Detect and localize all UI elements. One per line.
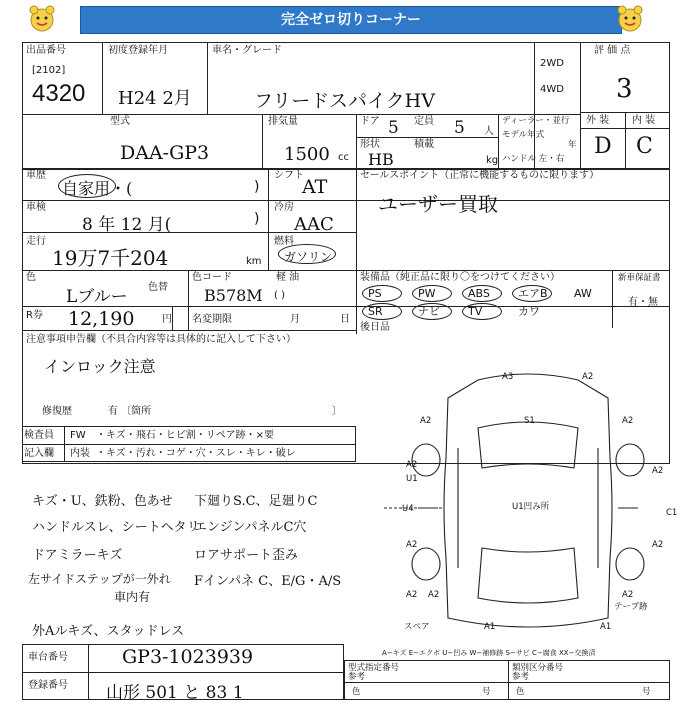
- sales-label: セールスポイント（正常に機能するものに限ります）: [360, 170, 600, 181]
- mascot-icon: [614, 3, 646, 35]
- lot-label: 出品番号: [26, 45, 66, 56]
- dmg-label: C1: [666, 508, 678, 518]
- equipment-label: 装備品（純正品に限り〇をつけてください）: [360, 272, 560, 283]
- color-change-label: 色替: [148, 282, 168, 293]
- remark-6: 外Aルキズ、スタッドレス: [32, 624, 185, 639]
- doors-value: 5: [388, 118, 399, 138]
- circle-mark: [362, 285, 402, 302]
- circle-mark: [58, 174, 116, 198]
- interior-label: 内 装: [632, 115, 656, 126]
- recycle-label: R券: [26, 310, 43, 321]
- load-unit: kg: [486, 155, 499, 166]
- class-code-sub: 参考: [512, 672, 530, 682]
- interior-head: 内装: [70, 448, 90, 459]
- color-label: 色: [26, 272, 36, 283]
- mileage-label: 走行: [26, 236, 46, 247]
- type-desig-sub: 参考: [348, 672, 366, 682]
- fw-row: ・キズ・飛石・ヒビ割・リペア跡・×要: [96, 430, 274, 441]
- remark-2: ハンドルスレ、シートヘタリ: [32, 520, 200, 535]
- vehicle-value: 自家用・(: [62, 179, 133, 198]
- equipment-item: SR: [368, 305, 383, 318]
- dmg-label: A2: [406, 540, 418, 550]
- type-desig-label: 型式指定番号: [348, 663, 400, 673]
- lot-number: 4320: [32, 80, 86, 107]
- inspection-value: 8 年 12 月(: [82, 215, 172, 235]
- inspection-label: 車検: [26, 202, 46, 213]
- exterior-label: 外 装: [586, 115, 610, 126]
- dmg-label: テープ跡: [614, 602, 648, 612]
- grade-label: 評 価 点: [594, 45, 631, 56]
- dmg-label: A2: [652, 540, 664, 550]
- equipment-item: ABS: [468, 287, 490, 300]
- handle-label: ハンドル 左・右: [502, 154, 565, 164]
- displacement-unit: cc: [338, 152, 349, 163]
- equipment-item: エアB: [518, 287, 548, 300]
- dmg-label: A3: [502, 372, 514, 382]
- mileage-unit: km: [246, 256, 262, 267]
- fuel-paren: ( ): [274, 290, 285, 301]
- capacity-value: 5: [454, 118, 465, 138]
- circle-mark: [462, 303, 502, 320]
- shape-label: 形状: [360, 139, 380, 150]
- remark-right-4: Fインパネ C、E/G・A/S: [194, 574, 342, 589]
- cooling-value: AAC: [294, 214, 334, 235]
- dmg-label: A2: [420, 416, 432, 426]
- dmg-label: A1: [600, 622, 612, 632]
- drive-2wd: 2WD: [540, 58, 564, 69]
- color-value: Lブルー: [66, 287, 128, 307]
- footer-col: 色: [352, 687, 361, 697]
- plate-value: 山形 501 と 83 1: [106, 683, 244, 703]
- circle-mark: [278, 244, 336, 264]
- fuel-label: 燃料: [274, 236, 294, 247]
- repair-value: 有 〔箇所: [108, 406, 152, 417]
- dmg-label: スペア: [404, 622, 430, 632]
- lot-code: [2102]: [32, 65, 66, 76]
- type-value: DAA-GP3: [120, 142, 210, 164]
- mileage-value: 19万7千204: [52, 246, 169, 270]
- header: [0, 0, 700, 36]
- remark-right-3: ロアサポート歪み: [194, 548, 299, 563]
- exterior-value: D: [594, 134, 612, 159]
- grade-value: 3: [616, 74, 633, 104]
- dmg-label: A2: [428, 590, 440, 600]
- remark-4: 左サイドステップが一外れ: [28, 572, 171, 586]
- chassis-value: GP3-1023939: [122, 646, 254, 668]
- dmg-label: U1: [406, 474, 418, 484]
- registration-label: 名変期限: [192, 314, 232, 325]
- recycle-unit: 円: [162, 314, 172, 325]
- dmg-label: A2: [406, 590, 418, 600]
- sales-value: ユーザー買取: [378, 192, 498, 216]
- circle-mark: [362, 303, 402, 320]
- diagram-legend: A−キズ E−エクボ U−凹み W−補修跡 S−サビ C−腐食 XX−交換済: [382, 649, 596, 657]
- doors-label: ドア: [360, 116, 380, 127]
- class-code-label: 類別区分番号: [512, 663, 564, 673]
- drive-4wd: 4WD: [540, 84, 564, 95]
- recycle-value: 12,190: [68, 308, 135, 330]
- mascot-icon: [26, 3, 58, 35]
- type-label: 型式: [110, 116, 130, 127]
- equipment-item: カワ: [518, 305, 540, 318]
- vehicle-label: 車歴: [26, 170, 46, 181]
- remark-1: キズ・U、鉄粉、色あせ: [32, 494, 173, 509]
- rear-seat-label: 後日品: [360, 322, 390, 333]
- dmg-label: A2: [652, 466, 664, 476]
- plate-label: 登録番号: [28, 680, 68, 691]
- equipment-item: TV: [468, 305, 483, 318]
- repair-label: 修復歴: [42, 406, 72, 417]
- interior-value: C: [636, 134, 653, 159]
- equipment-item: PW: [418, 287, 436, 300]
- remark-5: 車内有: [114, 590, 151, 604]
- registration-day: 日: [340, 314, 350, 325]
- model-year-label: モデル年式: [502, 130, 545, 140]
- notes-label: 注意事項申告欄（不具合内容等は具体的に記入して下さい）: [26, 334, 296, 345]
- equipment-item: AW: [574, 287, 592, 300]
- year-unit: 年: [568, 140, 577, 150]
- warranty-value: 有・無: [628, 297, 658, 308]
- footer-col: 号: [642, 687, 651, 697]
- registration-month: 月: [290, 314, 300, 325]
- dmg-label: S1: [524, 416, 535, 426]
- displacement-label: 排気量: [268, 116, 298, 127]
- fuel-diesel: 軽 油: [276, 272, 300, 283]
- first-reg-label: 初度登録年月: [108, 45, 168, 56]
- model-label: 車名・グレード: [212, 45, 282, 56]
- first-reg-value: H24 2月: [118, 88, 192, 109]
- fw-head: FW: [70, 430, 86, 441]
- fuel-gas: ガソリン: [284, 250, 333, 264]
- dmg-label: U1凹み所: [512, 502, 550, 512]
- interior-row: ・キズ・汚れ・コゲ・穴・スレ・キレ・破レ: [96, 448, 296, 459]
- footer-col: 色: [516, 687, 525, 697]
- footer-col: 号: [482, 687, 491, 697]
- auction-sheet: [22, 42, 678, 703]
- shift-value: AT: [302, 176, 328, 198]
- dmg-label: A2: [622, 590, 634, 600]
- page-title: 完全ゼロ切りコーナー: [80, 6, 622, 34]
- repair-close: 〕: [332, 406, 342, 417]
- notes-value: インロック注意: [44, 357, 156, 376]
- writer-label: 記入欄: [24, 448, 54, 459]
- shape-value: HB: [368, 150, 394, 169]
- vehicle-close: ): [254, 179, 260, 195]
- remark-right-1: 下廻りS.C、足廻りC: [194, 494, 318, 509]
- circle-mark: [412, 303, 452, 320]
- equipment-item: ナビ: [418, 305, 440, 318]
- inspector-label: 検査員: [24, 430, 54, 441]
- equipment-item: PS: [368, 287, 382, 300]
- load-label: 積載: [414, 139, 434, 150]
- dmg-label: A2: [582, 372, 594, 382]
- circle-mark: [412, 285, 452, 302]
- color-code-value: B578M: [204, 286, 263, 305]
- model-value: フリードスパイクHV: [254, 90, 435, 112]
- dmg-label: A1: [484, 622, 496, 632]
- chassis-label: 車台番号: [28, 652, 68, 663]
- remark-3: ドアミラーキズ: [32, 548, 123, 563]
- inspection-close: ): [254, 211, 260, 227]
- displacement-value: 1500: [284, 144, 330, 165]
- dealer-label: ディーラー・並行: [502, 116, 570, 126]
- dmg-label: A2: [406, 460, 418, 470]
- cooling-label: 冷房: [274, 202, 294, 213]
- circle-mark: [512, 285, 552, 302]
- warranty-label: 新車保証書: [618, 273, 661, 283]
- color-code-label: 色コード: [192, 272, 232, 283]
- remark-right-2: エンジンパネルC穴: [194, 520, 307, 535]
- dmg-label: U4: [402, 504, 414, 514]
- dmg-label: A2: [622, 416, 634, 426]
- circle-mark: [462, 285, 502, 302]
- capacity-unit: 人: [484, 126, 494, 137]
- shift-label: シフト: [274, 170, 304, 181]
- capacity-label: 定員: [414, 116, 434, 127]
